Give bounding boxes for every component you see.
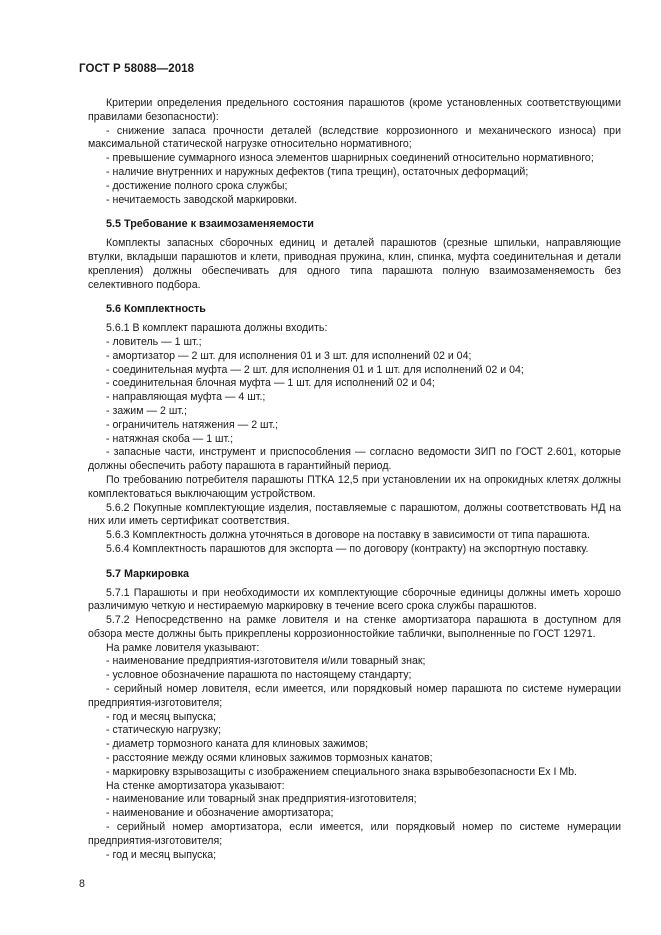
section-heading-5-6: 5.6 Комплектность [106, 303, 206, 316]
list-item: - превышение суммарного износа элементов шарнирных соединений относительно нормативного; [106, 152, 594, 165]
list-item: - серийный номер амортизатора, если имеется, или порядковый номер по системе нумерации предприятия-изготовителя; [88, 821, 621, 847]
list-item: - диаметр тормозного каната для клиновых зажимов; [106, 738, 369, 751]
clause-5-6-3: 5.6.3 Комплектность должна уточняться в договоре на поставку в зависимости от типа парашюта. [106, 529, 590, 542]
list-item: - соединительная блочная муфта — 1 шт. для исполнений 02 и 04; [106, 377, 435, 390]
shock-absorber-intro: На стенке амортизатора указывают: [106, 779, 285, 792]
list-item: - наличие внутренних и наружных дефектов (типа трещин), остаточных деформаций; [106, 165, 529, 178]
list-item: - снижение запаса прочности деталей (вследствие коррозионного и механического износа) при максимальной статической нагрузке относительно нормативного; [88, 124, 621, 151]
criteria-intro: Критерии определения предельного состояния парашютов (кроме установленных соответствующими правилами безопасности): [88, 97, 621, 123]
clause-5-6-4: 5.6.4 Комплектность парашютов для экспорта — по договору (контракту) на экспортную поставку. [106, 542, 589, 555]
list-item: - расстояние между осями клиновых зажимов тормозных канатов; [106, 752, 433, 765]
clause-5-7-1: 5.7.1 Парашюты и при необходимости их комплектующие сборочные единицы должны иметь хорошо различимую четкую и нестираемую маркировку в течение всего срока службы парашютов. [88, 586, 621, 613]
clause-5-6-2: 5.6.2 Покупные комплектующие изделия, поставляемые с парашютом, должны соответствовать НД на них или иметь сертификат соответствия. [88, 501, 621, 528]
clause-5-7-2: 5.7.2 Непосредственно на рамке ловителя и на стенке амортизатора парашюта в доступном для обзора месте должны быть прикреплены коррозионностойкие таблички, выполненные по ГОСТ 12971. [88, 614, 621, 640]
section-heading-5-7: 5.7 Маркировка [106, 567, 190, 580]
page-number: 8 [79, 878, 85, 890]
list-item: - достижение полного срока службы; [106, 179, 288, 192]
list-item: - условное обозначение парашюта по настоящему стандарту; [106, 669, 412, 682]
list-item: - соединительная муфта — 2 шт. для исполнения 01 и 1 шт. для исполнений 02 и 04; [106, 363, 524, 376]
list-item: - наименование предприятия-изготовителя и/или товарный знак; [106, 655, 426, 668]
list-item: - год и месяц выпуска; [106, 710, 217, 723]
section-heading-5-5: 5.5 Требование к взаимозаменяемости [106, 218, 314, 231]
list-item: - нечитаемость заводской маркировки. [106, 193, 298, 206]
list-item: - амортизатор — 2 шт. для исполнения 01 и 3 шт. для исполнений 02 и 04; [106, 349, 472, 362]
list-item: - серийный номер ловителя, если имеется, или порядковый номер парашюта по системе нумерации предприятия-изготовителя; [88, 683, 621, 709]
list-item: - натяжная скоба — 1 шт.; [106, 432, 234, 445]
ptka-note: По требованию потребителя парашюты ПТКА 12,5 при установлении их на опрокидных клетях должны комплектоваться выключающим устройством. [88, 473, 621, 500]
clause-5-6-1: 5.6.1 В комплект парашюта должны входить: [106, 322, 328, 335]
list-item-zip: - запасные части, инструмент и приспособления — согласно ведомости ЗИП по ГОСТ 2.601, которые должны обеспечить работу парашюта в гарантийный период. [88, 446, 621, 473]
running-header: ГОСТ Р 58088—2018 [79, 63, 195, 75]
section-5-5-text: Комплекты запасных сборочных единиц и деталей парашютов (срезные шпильки, направляющие втулки, вкладыши парашютов и клети, приводная пружина, клин, спинка, муфта соединительная и детали крепления) должны обеспечивать для одного типа парашюта полную взаимозаменяемость без селективного подбора. [88, 237, 621, 291]
list-item: - ограничитель натяжения — 2 шт.; [106, 418, 279, 431]
list-item: - маркировку взрывозащиты с изображением специального знака взрывобезопасности Ex I Mb. [106, 765, 577, 778]
catcher-frame-intro: На рамке ловителя указывают: [106, 641, 260, 654]
list-item: - ловитель — 1 шт.; [106, 335, 202, 348]
list-item: - наименование или товарный знак предприятия-изготовителя; [106, 793, 417, 806]
list-item: - зажим — 2 шт.; [106, 404, 187, 417]
page-body [88, 97, 621, 862]
list-item: - наименование и обозначение амортизатора; [106, 807, 334, 820]
list-item: - статическую нагрузку; [106, 724, 222, 737]
list-item: - год и месяц выпуска; [106, 848, 217, 861]
list-item: - направляющая муфта — 4 шт.; [106, 391, 266, 404]
